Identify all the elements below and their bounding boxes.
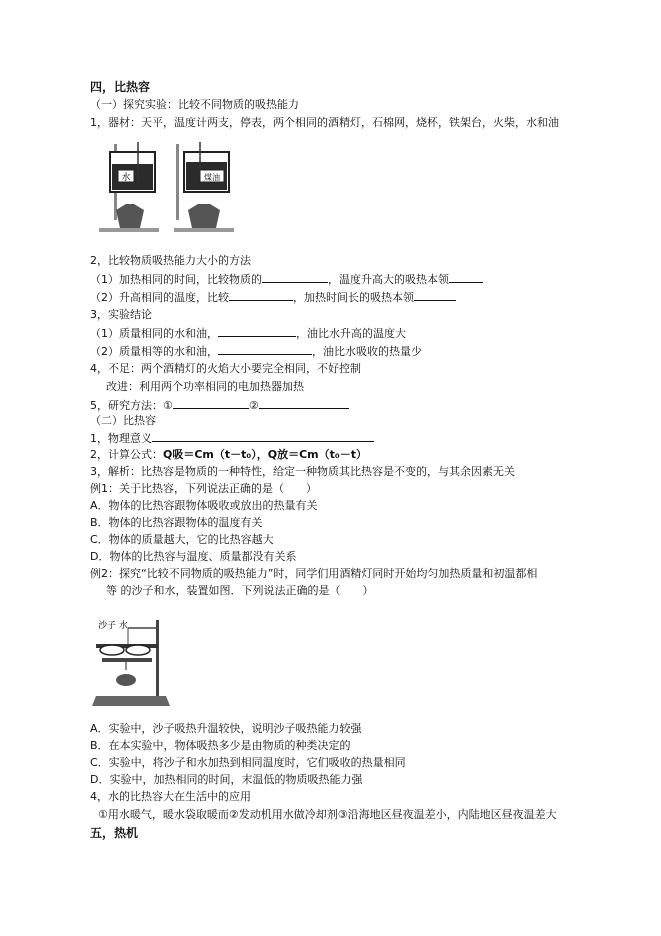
blank (414, 290, 456, 301)
subsection-title-2: （二）比热容 (90, 414, 156, 427)
improvement-line: 改进：利用两个功率相同的电加热器加热 (106, 380, 304, 393)
option: D．物体的比热容与温度、质量都没有关系 (90, 550, 297, 563)
option: C．实验中，将沙子和水加热到相同温度时，它们吸收的热量相同 (90, 756, 406, 769)
physical-meaning: 1，物理意义 (90, 431, 374, 446)
option: C．物体的质量越大，它的比热容越大 (90, 533, 274, 546)
formula-absorb: Q吸＝Cm（t－t₀）， (163, 448, 268, 461)
shortcoming-line: 4，不足：两个酒精灯的火焰大小要完全相同，不好控制 (90, 362, 361, 375)
conclusion-heading: 3，实验结论 (90, 308, 152, 321)
blank (259, 398, 349, 409)
beaker-oil (174, 142, 234, 232)
option: B．物体的比热容跟物体的温度有关 (90, 516, 263, 529)
method-1: （1）加热相同的时间，比较物质的 ，温度升高大的吸热本领 (90, 272, 483, 287)
subsection-title: （一）探究实验：比较不同物质的吸热能力 (90, 98, 299, 111)
method-2: （2）升高相同的温度，比较 ，加热时间长的吸热本领 (90, 290, 456, 305)
example-2-line-2: 等 的沙子和水，装置如图．下列说法正确的是（ ） (106, 584, 374, 597)
blank (218, 326, 296, 337)
blank (152, 431, 374, 442)
sand-water-label: 沙子 水 (98, 621, 128, 631)
research-method: 5，研究方法：① ② (90, 398, 349, 413)
beaker-water (99, 142, 159, 232)
blank (173, 398, 249, 409)
option: D．实验中，加热相同的时间，末温低的物质吸热能力强 (90, 773, 363, 786)
oil-label: 煤油 (204, 173, 220, 182)
conclusion-1: （1）质量相同的水和油， ，油比水升高的温度大 (90, 327, 406, 340)
blank (449, 272, 483, 283)
example-2-line-1: 例2：探究“比较不同物质的吸热能力”时，同学们用酒精灯同时开始均匀加热质量和初温都相 (90, 567, 538, 580)
section-heading-4: 四，比热容 (90, 80, 151, 94)
method-heading: 2，比较物质吸热能力大小的方法 (90, 254, 251, 267)
option: B．在本实验中，物体吸热多少是由物质的种类决定的 (90, 739, 351, 752)
application-heading: 4，水的比热容大在生活中的应用 (90, 790, 251, 803)
blank (218, 344, 312, 355)
blank (229, 290, 293, 301)
conclusion-2: （2）质量相等的水和油， ，油比水吸收的热量少 (90, 345, 422, 358)
figure-sand-water (92, 614, 174, 712)
formula-line: 2，计算公式：Q吸＝Cm（t－t₀），Q放＝Cm（t₀－t） (90, 448, 367, 461)
option: A．实验中，沙子吸热升温较快，说明沙子吸热能力较强 (90, 722, 362, 735)
section-heading-5: 五，热机 (90, 826, 139, 840)
application-items: ①用水暖气，暖水袋取暖而②发动机用水做冷却剂③沿海地区昼夜温差小，内陆地区昼夜温差大 (98, 808, 557, 821)
figure-beakers (96, 140, 246, 240)
example-1: 例1：关于比热容，下列说法正确的是（ ） (90, 482, 317, 495)
analysis-line: 3，解析：比热容是物质的一种特性，给定一种物质其比热容是不变的，与其余因素无关 (90, 465, 515, 478)
materials-line: 1，器材：天平，温度计两支，停表，两个相同的酒精灯，石棉网，烧杯，铁架台，火柴，水和油 (90, 116, 559, 129)
blank (262, 272, 328, 283)
water-label: 水 (121, 173, 131, 183)
option: A．物体的比热容跟物体吸收或放出的热量有关 (90, 499, 318, 512)
formula-release: Q放＝Cm（t₀－t） (267, 448, 367, 461)
